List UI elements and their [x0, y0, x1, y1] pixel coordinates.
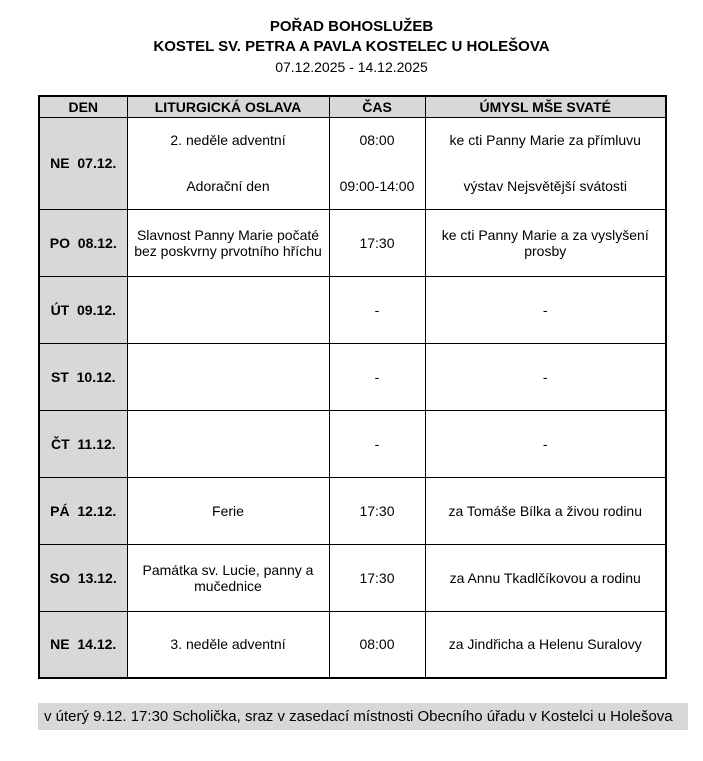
cas-twoline	[330, 118, 425, 209]
umysl-cell: ke cti Panny Marie a za vyslyšení prosby	[425, 209, 666, 276]
day-cell: ÚT 09.12.	[39, 276, 127, 343]
col-header-cas: ČAS	[329, 96, 425, 117]
col-header-den: DEN	[39, 96, 127, 117]
oslava-cell: Památka sv. Lucie, panny a mučednice	[127, 544, 329, 611]
table-row-pa-1212	[39, 477, 666, 544]
umysl-cell: za Jindřicha a Helenu Suralovy	[425, 611, 666, 678]
umysl-cell: za Tomáše Bílka a živou rodinu	[425, 477, 666, 544]
table-header	[39, 96, 666, 117]
table-row-ct-1112	[39, 410, 666, 477]
umysl-line-2: výstav Nejsvětější svátosti	[463, 177, 627, 194]
umysl-cell: -	[425, 276, 666, 343]
oslava-cell	[127, 276, 329, 343]
umysl-cell: -	[425, 343, 666, 410]
cas-cell: -	[329, 410, 425, 477]
oslava-cell	[127, 117, 329, 209]
cas-cell: 08:00	[329, 611, 425, 678]
schedule-table	[38, 95, 667, 679]
oslava-twoline	[128, 118, 329, 209]
day-cell: NE 14.12.	[39, 611, 127, 678]
day-cell: PÁ 12.12.	[39, 477, 127, 544]
col-header-liturgicka-oslava: LITURGICKÁ OSLAVA	[127, 96, 329, 117]
page-header	[0, 0, 703, 77]
footer-note: v úterý 9.12. 17:30 Scholička, sraz v zasedací místnosti Obecního úřadu v Kostelci u Holešova	[38, 703, 688, 730]
day-cell: SO 13.12.	[39, 544, 127, 611]
table-row-ne-0712	[39, 117, 666, 209]
umysl-cell: za Annu Tkadlčíkovou a rodinu	[425, 544, 666, 611]
cas-cell	[329, 117, 425, 209]
header-row	[39, 96, 666, 117]
cas-cell: 17:30	[329, 477, 425, 544]
page-subtitle: KOSTEL SV. PETRA A PAVLA KOSTELEC U HOLEŠOVA	[153, 38, 550, 55]
oslava-cell: Ferie	[127, 477, 329, 544]
cas-cell: 17:30	[329, 209, 425, 276]
day-cell: PO 08.12.	[39, 209, 127, 276]
cas-line-1: 08:00	[359, 132, 395, 149]
day-cell: NE 07.12.	[39, 117, 127, 209]
page-title: POŘAD BOHOSLUŽEB	[269, 18, 434, 35]
umysl-cell: -	[425, 410, 666, 477]
date-range: 07.12.2025 - 14.12.2025	[275, 59, 428, 75]
day-cell: ČT 11.12.	[39, 410, 127, 477]
oslava-cell	[127, 343, 329, 410]
table-row-ne-1412	[39, 611, 666, 678]
table-row-po-0812	[39, 209, 666, 276]
oslava-line-1: 2. neděle adventní	[170, 132, 286, 149]
umysl-twoline	[426, 118, 666, 209]
col-header-umysl: ÚMYSL MŠE SVATÉ	[425, 96, 666, 117]
table-row-st-1012	[39, 343, 666, 410]
umysl-line-1: ke cti Panny Marie za přímluvu	[449, 132, 641, 149]
umysl-cell	[425, 117, 666, 209]
cas-cell: -	[329, 276, 425, 343]
oslava-cell	[127, 410, 329, 477]
oslava-line-2: Adorační den	[186, 177, 270, 194]
oslava-cell: 3. neděle adventní	[127, 611, 329, 678]
day-cell: ST 10.12.	[39, 343, 127, 410]
cas-cell: -	[329, 343, 425, 410]
table-row-so-1312	[39, 544, 666, 611]
oslava-cell: Slavnost Panny Marie počaté bez poskvrny prvotního hříchu	[127, 209, 329, 276]
table-row-ut-0912	[39, 276, 666, 343]
table-body	[39, 117, 666, 678]
cas-line-2: 09:00-14:00	[339, 177, 415, 194]
cas-cell: 17:30	[329, 544, 425, 611]
